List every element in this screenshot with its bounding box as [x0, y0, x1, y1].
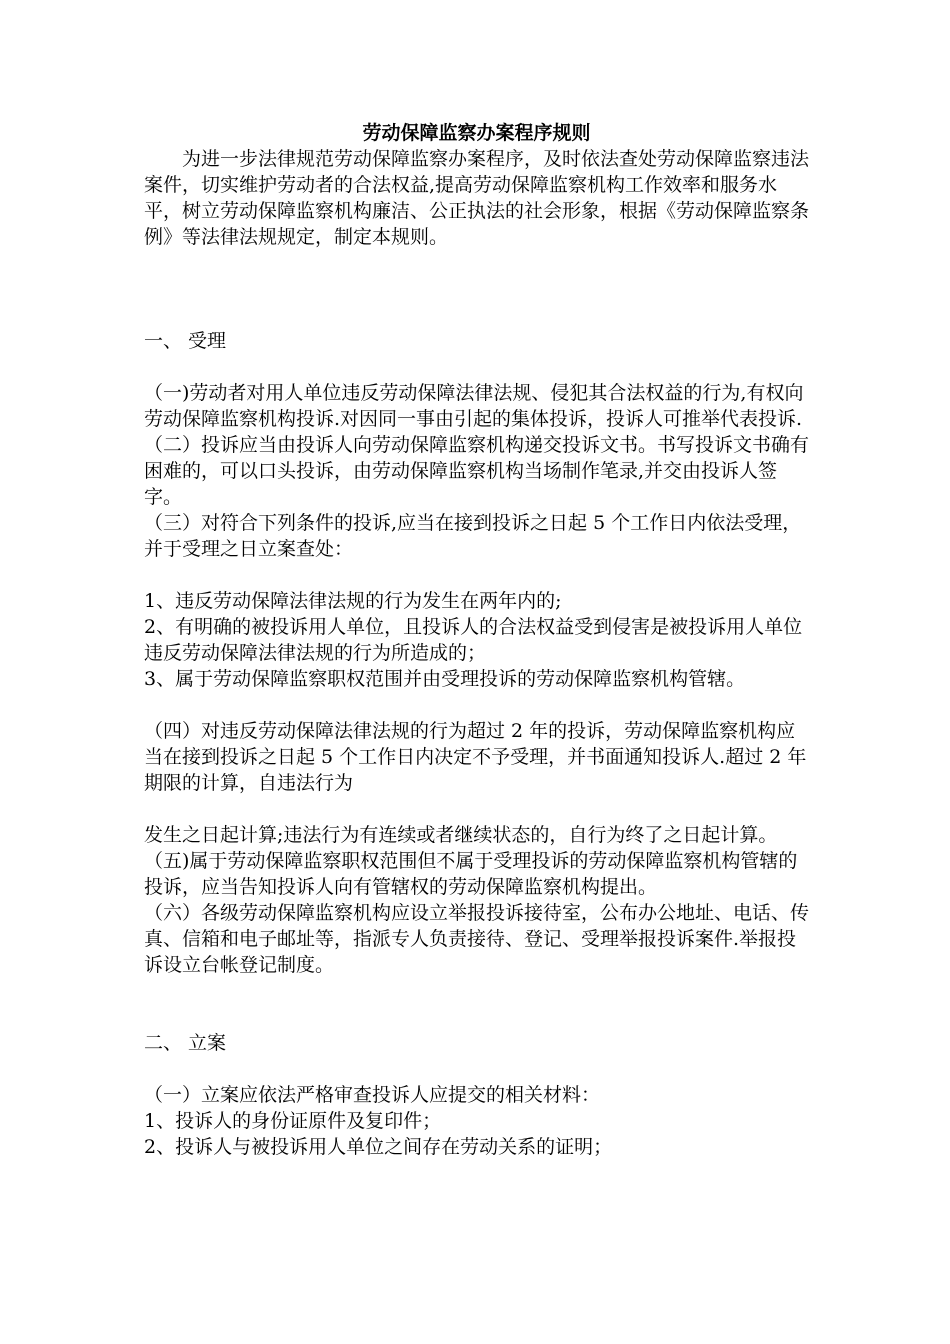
list-item: 2、有明确的被投诉用人单位，且投诉人的合法权益受到侵害是被投诉用人单位违反劳动保障法律法规的行为所造成的； [144, 616, 803, 664]
spacer [144, 302, 809, 328]
list-item: 1、投诉人的身份证原件及复印件； [144, 1110, 442, 1132]
paragraph: （四）对违反劳动保障法律法规的行为超过 2 年的投诉，劳动保障监察机构应当在接到投诉之日起 5 个工作日内决定不予受理，并书面通知投诉人.超过 2 年期限的计算，自违法行为 [144, 720, 807, 794]
list-item: 1、违反劳动保障法律法规的行为发生在两年内的; [144, 590, 562, 612]
paragraph: 发生之日起计算;违法行为有连续或者继续状态的，自行为终了之日起计算。 [144, 824, 778, 846]
paragraph: （一)劳动者对用人单位违反劳动保障法律法规、侵犯其合法权益的行为,有权向劳动保障监察机构投诉.对因同一事由引起的集体投诉，投诉人可推举代表投诉. [144, 382, 804, 430]
paragraph: （一）立案应依法严格审查投诉人应提交的相关材料： [144, 1084, 601, 1106]
paragraph: （六）各级劳动保障监察机构应设立举报投诉接待室，公布办公地址、电话、传真、信箱和电子邮址等，指派专人负责接待、登记、受理举报投诉案件.举报投诉设立台帐登记制度。 [144, 902, 810, 976]
paragraph: （二）投诉应当由投诉人向劳动保障监察机构递交投诉文书。书写投诉文书确有困难的，可以口头投诉，由劳动保障监察机构当场制作笔录,并交由投诉人签字。 [144, 434, 810, 508]
list-item: 2、投诉人与被投诉用人单位之间存在劳动关系的证明； [144, 1136, 613, 1158]
spacer [144, 1056, 809, 1082]
list-item: 3、属于劳动保障监察职权范围并由受理投诉的劳动保障监察机构管辖。 [144, 668, 746, 690]
spacer [144, 692, 809, 718]
spacer [144, 978, 809, 1030]
paragraph: （五)属于劳动保障监察职权范围但不属于受理投诉的劳动保障监察机构管辖的投诉，应当告知投诉人向有管辖权的劳动保障监察机构提出。 [144, 850, 798, 898]
spacer [144, 250, 809, 302]
intro-paragraph: 为进一步法律规范劳动保障监察办案程序，及时依法查处劳动保障监察违法案件，切实维护劳动者的合法权益,提高劳动保障监察机构工作效率和服务水平，树立劳动保障监察机构廉洁、公正执法的社会形象，根据《劳动保障监察条例》等法律法规规定，制定本规则。 [144, 148, 810, 248]
spacer [144, 562, 809, 588]
paragraph: （三）对符合下列条件的投诉,应当在接到投诉之日起 5 个工作日内依法受理，并于受理之日立案查处： [144, 512, 802, 560]
spacer [144, 354, 809, 380]
document-title: 劳动保障监察办案程序规则 [362, 122, 591, 144]
document-page [144, 120, 809, 1160]
spacer [144, 796, 809, 822]
section-heading-acceptance: 一、 受理 [144, 330, 227, 352]
section-heading-filing: 二、 立案 [144, 1032, 227, 1054]
